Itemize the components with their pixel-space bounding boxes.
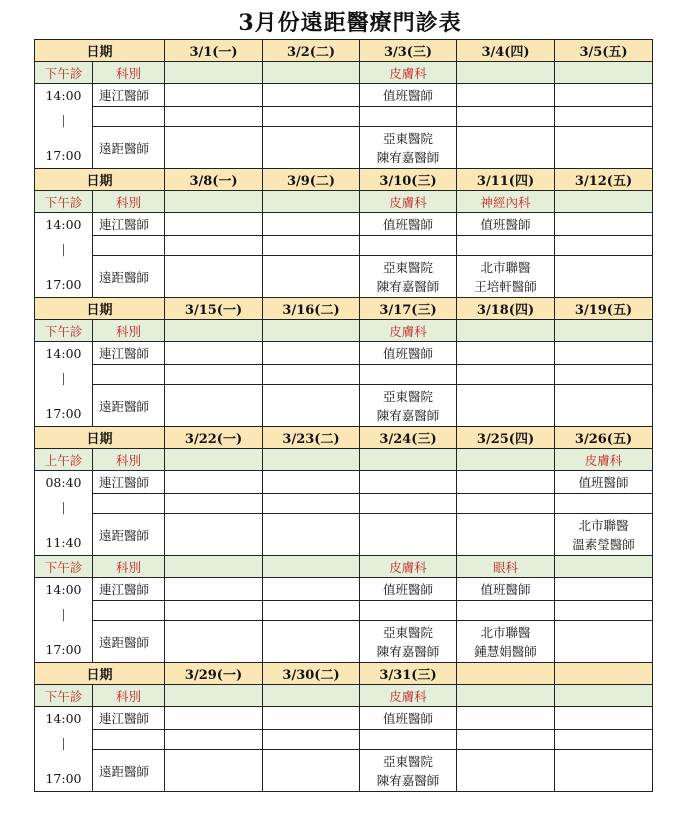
dept-cell: [263, 191, 360, 213]
remote-doctor-cell: [555, 385, 653, 427]
dept-cell: 眼科: [457, 556, 555, 578]
local-doctor-cell: [263, 578, 360, 601]
remote-doctor-cell: [360, 127, 457, 169]
hospital-name: 北市聯醫: [480, 624, 531, 640]
remote-doctor-cell: [457, 256, 555, 298]
remote-doctor-label: 遠距醫師: [93, 385, 165, 427]
dept-cell: [165, 685, 263, 707]
dept-cell: [457, 62, 555, 84]
remote-doctor-row: [35, 750, 653, 792]
dept-cell: 皮膚科: [360, 191, 457, 213]
remote-doctor-cell: [555, 750, 653, 792]
local-doctor-row: [35, 707, 653, 730]
remote-doctor-cell: [360, 621, 457, 663]
dept-cell: [263, 685, 360, 707]
dept-cell: [457, 449, 555, 471]
remote-doctor-row: [35, 256, 653, 298]
start-time: 14:00: [45, 582, 82, 597]
blank-cell: [165, 601, 263, 621]
blank-cell: [457, 365, 555, 385]
hospital-name: 亞東醫院: [383, 753, 434, 769]
local-doctor-cell: [263, 84, 360, 107]
local-doctor-label: 連江醫師: [93, 578, 165, 601]
local-doctor-cell: [165, 471, 263, 494]
dept-cell: 皮膚科: [555, 449, 653, 471]
dept-header-label: 科別: [93, 685, 165, 707]
blank-cell: [360, 494, 457, 514]
time-separator: |: [61, 242, 66, 256]
remote-doctor-cell: [360, 385, 457, 427]
remote-doctor-row: [35, 385, 653, 427]
remote-doctor-cell: [457, 385, 555, 427]
local-doctor-row: [35, 578, 653, 601]
local-doctor-cell: [263, 342, 360, 365]
remote-doctor-cell: [263, 750, 360, 792]
dept-cell: [165, 62, 263, 84]
dept-cell: [555, 62, 653, 84]
dept-header-label: 科別: [93, 449, 165, 471]
blank-cell: [263, 601, 360, 621]
remote-doctor-cell: [555, 256, 653, 298]
blank-row: [35, 601, 653, 621]
blank-cell: [360, 730, 457, 750]
date-cell: 3/11(四): [457, 169, 555, 191]
blank-cell: [263, 494, 360, 514]
dept-header-label: 科別: [93, 320, 165, 342]
local-doctor-cell: [457, 471, 555, 494]
hospital-name: 北市聯醫: [578, 517, 629, 533]
blank-cell: [360, 107, 457, 127]
date-cell: 3/30(二): [263, 663, 360, 685]
date-header-label: 日期: [35, 663, 165, 685]
blank-cell: [457, 494, 555, 514]
hospital-name: 亞東醫院: [383, 388, 434, 404]
blank-cell: [165, 494, 263, 514]
session-time: [35, 213, 93, 298]
remote-doctor-cell: [360, 750, 457, 792]
local-doctor-cell: [360, 471, 457, 494]
dept-cell: 皮膚科: [360, 556, 457, 578]
hospital-name: 亞東醫院: [383, 624, 434, 640]
session-dept-row: [35, 320, 653, 342]
dept-cell: [165, 191, 263, 213]
remote-doctor-cell: [360, 514, 457, 556]
time-separator: |: [61, 113, 66, 127]
blank-cell: [263, 730, 360, 750]
local-doctor-cell: [165, 342, 263, 365]
local-doctor-cell: 值班醫師: [457, 213, 555, 236]
blank-label-cell: [93, 601, 165, 621]
blank-cell: [457, 107, 555, 127]
doctor-name: 溫素瑩醫師: [572, 536, 635, 552]
start-time: 08:40: [45, 475, 82, 490]
blank-cell: [555, 730, 653, 750]
local-doctor-cell: [555, 84, 653, 107]
remote-doctor-label: 遠距醫師: [93, 621, 165, 663]
remote-doctor-label: 遠距醫師: [93, 256, 165, 298]
dept-cell: [165, 320, 263, 342]
dept-cell: [555, 320, 653, 342]
time-separator: |: [61, 500, 66, 514]
blank-cell: [457, 236, 555, 256]
local-doctor-row: [35, 213, 653, 236]
blank-cell: [457, 730, 555, 750]
dept-cell: [555, 191, 653, 213]
remote-doctor-stack: [360, 129, 456, 167]
blank-cell: [360, 365, 457, 385]
session-dept-row: [35, 449, 653, 471]
page-title: 3月份遠距醫療門診表: [238, 10, 462, 36]
local-doctor-cell: 值班醫師: [360, 342, 457, 365]
remote-doctor-cell: [165, 750, 263, 792]
remote-doctor-cell: [263, 621, 360, 663]
doctor-name: 陳宥嘉醫師: [376, 772, 440, 788]
dept-cell: 皮膚科: [360, 320, 457, 342]
remote-doctor-label: 遠距醫師: [93, 514, 165, 556]
dept-cell: [457, 320, 555, 342]
date-cell: [457, 663, 555, 685]
doctor-name: 陳宥嘉醫師: [376, 643, 440, 659]
dept-cell: [555, 556, 653, 578]
blank-cell: [263, 365, 360, 385]
start-time: 14:00: [45, 346, 82, 361]
local-doctor-cell: 值班醫師: [360, 84, 457, 107]
blank-row: [35, 236, 653, 256]
session-name: 下午診: [35, 62, 93, 84]
local-doctor-cell: 值班醫師: [360, 578, 457, 601]
start-time: 14:00: [45, 88, 82, 103]
blank-cell: [263, 107, 360, 127]
blank-cell: [555, 236, 653, 256]
blank-cell: [360, 601, 457, 621]
date-cell: 3/10(三): [360, 169, 457, 191]
date-cell: 3/12(五): [555, 169, 653, 191]
blank-cell: [555, 601, 653, 621]
remote-doctor-cell: [555, 621, 653, 663]
dept-cell: [555, 685, 653, 707]
blank-row: [35, 365, 653, 385]
blank-cell: [165, 236, 263, 256]
blank-row: [35, 730, 653, 750]
local-doctor-cell: [555, 342, 653, 365]
dept-header-label: 科別: [93, 556, 165, 578]
week-header-row: [35, 40, 653, 62]
remote-doctor-cell: [263, 127, 360, 169]
time-separator: |: [61, 607, 66, 621]
remote-doctor-cell: [457, 621, 555, 663]
remote-doctor-cell: [555, 127, 653, 169]
hospital-name: 亞東醫院: [383, 259, 434, 275]
dept-header-label: 科別: [93, 62, 165, 84]
remote-doctor-row: [35, 621, 653, 663]
dept-cell: [457, 685, 555, 707]
remote-doctor-stack: [555, 516, 652, 554]
remote-doctor-row: [35, 514, 653, 556]
local-doctor-cell: 值班醫師: [555, 471, 653, 494]
remote-doctor-cell: [165, 256, 263, 298]
remote-doctor-stack: [360, 387, 456, 425]
remote-doctor-cell: [263, 256, 360, 298]
date-cell: 3/18(四): [457, 298, 555, 320]
session-dept-row: [35, 191, 653, 213]
remote-doctor-cell: [457, 127, 555, 169]
doctor-name: 王培軒醫師: [474, 278, 537, 294]
end-time: 17:00: [45, 148, 82, 163]
blank-label-cell: [93, 730, 165, 750]
remote-doctor-stack: [360, 752, 456, 790]
blank-cell: [165, 365, 263, 385]
date-cell: 3/24(三): [360, 427, 457, 449]
remote-doctor-cell: [165, 621, 263, 663]
doctor-name: 陳宥嘉醫師: [376, 149, 440, 165]
date-cell: 3/26(五): [555, 427, 653, 449]
local-doctor-cell: [555, 578, 653, 601]
local-doctor-cell: [165, 707, 263, 730]
date-header-label: 日期: [35, 40, 165, 62]
remote-doctor-cell: [165, 127, 263, 169]
session-dept-row: [35, 556, 653, 578]
blank-cell: [457, 601, 555, 621]
date-cell: 3/9(二): [263, 169, 360, 191]
local-doctor-cell: [263, 707, 360, 730]
remote-doctor-cell: [457, 750, 555, 792]
end-time: 17:00: [45, 642, 82, 657]
date-cell: 3/31(三): [360, 663, 457, 685]
doctor-name: 鍾慧娟醫師: [474, 643, 537, 659]
session-time: [35, 578, 93, 663]
date-cell: 3/5(五): [555, 40, 653, 62]
session-name: 下午診: [35, 191, 93, 213]
remote-doctor-stack: [457, 258, 554, 296]
local-doctor-label: 連江醫師: [93, 471, 165, 494]
date-cell: 3/8(一): [165, 169, 263, 191]
local-doctor-cell: [555, 707, 653, 730]
session-time: [35, 84, 93, 169]
local-doctor-cell: [263, 471, 360, 494]
start-time: 14:00: [45, 711, 82, 726]
local-doctor-cell: [165, 213, 263, 236]
local-doctor-row: [35, 471, 653, 494]
date-header-label: 日期: [35, 169, 165, 191]
blank-label-cell: [93, 107, 165, 127]
remote-doctor-row: [35, 127, 653, 169]
date-cell: 3/16(二): [263, 298, 360, 320]
date-cell: [555, 663, 653, 685]
week-header-row: [35, 169, 653, 191]
date-cell: 3/1(一): [165, 40, 263, 62]
local-doctor-cell: [457, 707, 555, 730]
dept-cell: 神經內科: [457, 191, 555, 213]
blank-cell: [555, 365, 653, 385]
remote-doctor-cell: [165, 385, 263, 427]
local-doctor-label: 連江醫師: [93, 213, 165, 236]
remote-doctor-label: 遠距醫師: [93, 750, 165, 792]
dept-cell: [263, 62, 360, 84]
dept-cell: [263, 320, 360, 342]
week-header-row: [35, 298, 653, 320]
week-header-row: [35, 663, 653, 685]
local-doctor-cell: 值班醫師: [457, 578, 555, 601]
blank-row: [35, 107, 653, 127]
remote-doctor-cell: [457, 514, 555, 556]
session-name: 下午診: [35, 685, 93, 707]
blank-cell: [165, 730, 263, 750]
date-cell: 3/29(一): [165, 663, 263, 685]
dept-cell: 皮膚科: [360, 62, 457, 84]
session-name: 下午診: [35, 556, 93, 578]
session-name: 下午診: [35, 320, 93, 342]
dept-cell: [165, 556, 263, 578]
start-time: 14:00: [45, 217, 82, 232]
doctor-name: 陳宥嘉醫師: [376, 278, 440, 294]
hospital-name: 北市聯醫: [480, 259, 531, 275]
dept-cell: [360, 449, 457, 471]
local-doctor-cell: [555, 213, 653, 236]
time-separator: |: [61, 371, 66, 385]
end-time: 17:00: [45, 406, 82, 421]
session-time: [35, 471, 93, 556]
date-cell: 3/3(三): [360, 40, 457, 62]
date-header-label: 日期: [35, 427, 165, 449]
doctor-name: 陳宥嘉醫師: [376, 407, 440, 423]
session-dept-row: [35, 62, 653, 84]
remote-doctor-stack: [360, 623, 456, 661]
session-dept-row: [35, 685, 653, 707]
local-doctor-row: [35, 84, 653, 107]
dept-header-label: 科別: [93, 191, 165, 213]
local-doctor-cell: [457, 342, 555, 365]
remote-doctor-cell: [555, 514, 653, 556]
local-doctor-cell: [263, 213, 360, 236]
blank-cell: [555, 107, 653, 127]
end-time: 17:00: [45, 277, 82, 292]
dept-cell: [165, 449, 263, 471]
local-doctor-cell: [165, 84, 263, 107]
remote-doctor-cell: [263, 514, 360, 556]
local-doctor-cell: [165, 578, 263, 601]
date-cell: 3/23(二): [263, 427, 360, 449]
session-time: [35, 707, 93, 792]
local-doctor-cell: [457, 84, 555, 107]
date-cell: 3/15(一): [165, 298, 263, 320]
session-name: 上午診: [35, 449, 93, 471]
remote-doctor-stack: [457, 623, 554, 661]
end-time: 11:40: [45, 535, 82, 550]
blank-cell: [165, 107, 263, 127]
local-doctor-row: [35, 342, 653, 365]
date-cell: 3/2(二): [263, 40, 360, 62]
blank-row: [35, 494, 653, 514]
blank-label-cell: [93, 236, 165, 256]
blank-cell: [263, 236, 360, 256]
blank-label-cell: [93, 494, 165, 514]
remote-doctor-cell: [360, 256, 457, 298]
local-doctor-label: 連江醫師: [93, 342, 165, 365]
local-doctor-cell: 值班醫師: [360, 213, 457, 236]
date-cell: 3/22(一): [165, 427, 263, 449]
remote-doctor-label: 遠距醫師: [93, 127, 165, 169]
hospital-name: 亞東醫院: [383, 130, 434, 146]
blank-cell: [360, 236, 457, 256]
date-header-label: 日期: [35, 298, 165, 320]
dept-cell: [263, 556, 360, 578]
date-cell: 3/4(四): [457, 40, 555, 62]
week-header-row: [35, 427, 653, 449]
date-cell: 3/19(五): [555, 298, 653, 320]
date-cell: 3/25(四): [457, 427, 555, 449]
local-doctor-cell: 值班醫師: [360, 707, 457, 730]
remote-doctor-cell: [165, 514, 263, 556]
session-time: [35, 342, 93, 427]
blank-cell: [555, 494, 653, 514]
local-doctor-label: 連江醫師: [93, 707, 165, 730]
end-time: 17:00: [45, 771, 82, 786]
time-separator: |: [61, 736, 66, 750]
dept-cell: [263, 449, 360, 471]
remote-doctor-cell: [263, 385, 360, 427]
date-cell: 3/17(三): [360, 298, 457, 320]
blank-label-cell: [93, 365, 165, 385]
dept-cell: 皮膚科: [360, 685, 457, 707]
local-doctor-label: 連江醫師: [93, 84, 165, 107]
remote-doctor-stack: [360, 258, 456, 296]
schedule-table: [34, 39, 653, 792]
